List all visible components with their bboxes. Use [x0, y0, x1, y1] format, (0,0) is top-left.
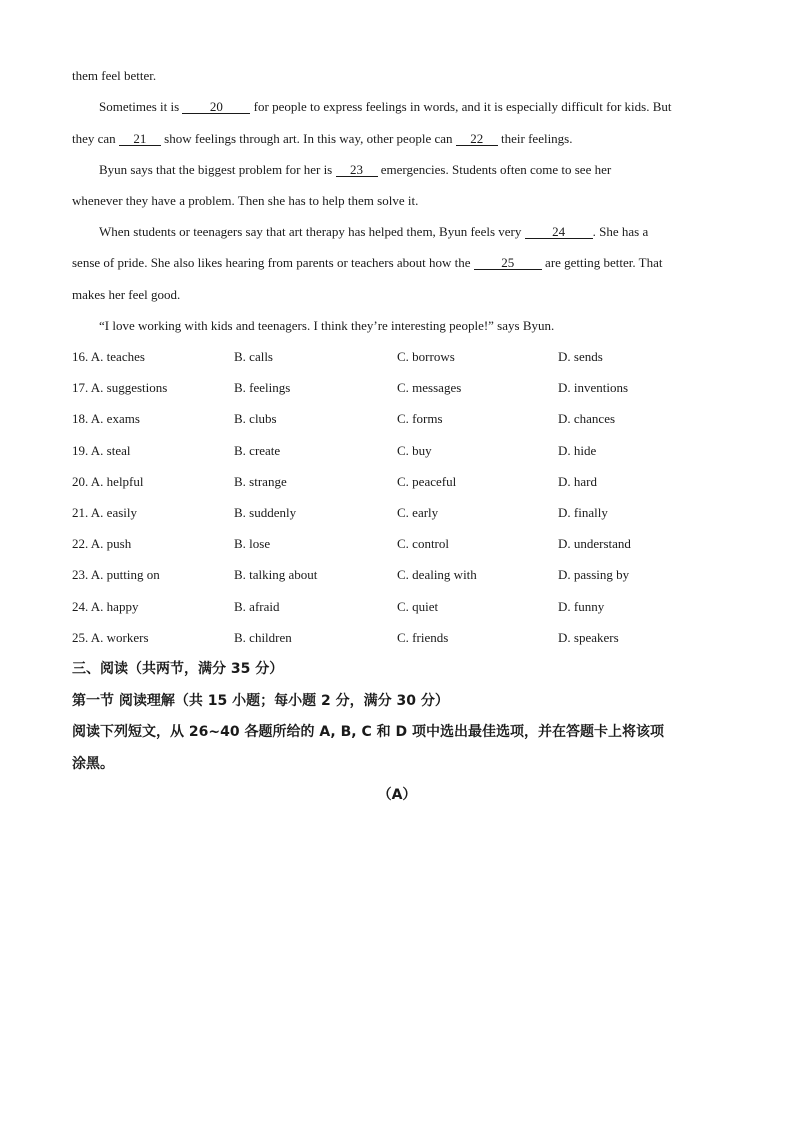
passage-text: show feelings through art. In this way, other people can [160, 131, 456, 146]
option-a: 21. A. easily [72, 505, 137, 520]
option-c: C. control [397, 536, 449, 551]
question-row [72, 536, 722, 552]
option-a: 17. A. suggestions [72, 380, 168, 395]
option-b: B. strange [234, 474, 287, 489]
option-a: 19. A. steal [72, 443, 131, 458]
blank-25: 25 [474, 256, 542, 270]
option-d: D. funny [558, 599, 605, 614]
option-c: C. peaceful [397, 474, 457, 489]
section-subtitle: 第一节 阅读理解（共 15 小题；每小题 2 分，满分 30 分） [72, 693, 449, 709]
question-row [72, 567, 722, 583]
option-a: 16. A. teaches [72, 349, 145, 364]
question-row [72, 411, 722, 427]
passage-text: Sometimes it is [99, 99, 183, 114]
instruction-line: 涂黑。 [72, 756, 114, 772]
passage-line [99, 99, 749, 115]
passage-line [72, 131, 722, 147]
option-b: B. talking about [234, 567, 318, 582]
passage-line [99, 224, 749, 240]
question-row [72, 505, 722, 521]
passage-line [99, 318, 749, 334]
question-row [72, 380, 722, 396]
option-b: B. create [234, 443, 281, 458]
option-a: 18. A. exams [72, 411, 140, 426]
option-d: D. sends [558, 349, 603, 364]
passage-text: . She has a [592, 224, 649, 239]
option-a: 25. A. workers [72, 630, 149, 645]
option-c: C. early [397, 505, 439, 520]
option-b: B. feelings [234, 380, 291, 395]
option-c: C. borrows [397, 349, 455, 364]
question-row [72, 630, 722, 646]
option-d: D. inventions [558, 380, 629, 395]
option-a: 20. A. helpful [72, 474, 144, 489]
passage-line [72, 255, 722, 271]
option-d: D. hard [558, 474, 597, 489]
blank-23: 23 [336, 163, 378, 177]
option-b: B. children [234, 630, 292, 645]
blank-22: 22 [456, 132, 498, 146]
passage-text: their feelings. [497, 131, 573, 146]
question-row [72, 443, 722, 459]
blank-20: 20 [182, 100, 250, 114]
passage-line [72, 193, 722, 209]
question-row [72, 349, 722, 365]
option-d: D. hide [558, 443, 597, 458]
passage-text: are getting better. That [541, 255, 663, 270]
passage-text: sense of pride. She also likes hearing from parents or teachers about how the [72, 255, 474, 270]
option-b: B. lose [234, 536, 271, 551]
passage-text: whenever they have a problem. Then she has to help them solve it. [72, 193, 419, 208]
passage-text: them feel better. [72, 68, 157, 83]
instruction-line: 阅读下列短文，从 26~40 各题所给的 A, B, C 和 D 项中选出最佳选项，并在答题卡上将该项 [72, 724, 664, 740]
option-c: C. buy [397, 443, 432, 458]
blank-24: 24 [525, 225, 593, 239]
option-b: B. calls [234, 349, 273, 364]
passage-line [72, 68, 722, 84]
blank-21: 21 [119, 132, 161, 146]
option-a: 23. A. putting on [72, 567, 160, 582]
option-b: B. afraid [234, 599, 280, 614]
option-a: 24. A. happy [72, 599, 139, 614]
passage-text: “I love working with kids and teenagers. I think they’re interesting people!” says Byun. [99, 318, 555, 333]
option-c: C. quiet [397, 599, 439, 614]
option-c: C. forms [397, 411, 443, 426]
passage-line [99, 162, 749, 178]
passage-text: When students or teenagers say that art therapy has helped them, Byun feels very [99, 224, 525, 239]
question-row [72, 599, 722, 615]
passage-text: for people to express feelings in words, and it is especially difficult for kids. But [250, 99, 672, 114]
passage-text: makes her feel good. [72, 287, 181, 302]
passage-text: emergencies. Students often come to see her [377, 162, 612, 177]
option-b: B. clubs [234, 411, 277, 426]
option-c: C. dealing with [397, 567, 477, 582]
option-c: C. messages [397, 380, 462, 395]
option-b: B. suddenly [234, 505, 297, 520]
option-d: D. understand [558, 536, 631, 551]
option-c: C. friends [397, 630, 449, 645]
section-title: 三、阅读（共两节，满分 35 分） [72, 661, 284, 677]
option-d: D. chances [558, 411, 616, 426]
option-d: D. speakers [558, 630, 619, 645]
passage-text: Byun says that the biggest problem for her is [99, 162, 336, 177]
part-label: （A） [377, 787, 417, 803]
passage-line [72, 287, 722, 303]
option-a: 22. A. push [72, 536, 132, 551]
question-row [72, 474, 722, 490]
option-d: D. passing by [558, 567, 630, 582]
option-d: D. finally [558, 505, 608, 520]
passage-text: they can [72, 131, 119, 146]
